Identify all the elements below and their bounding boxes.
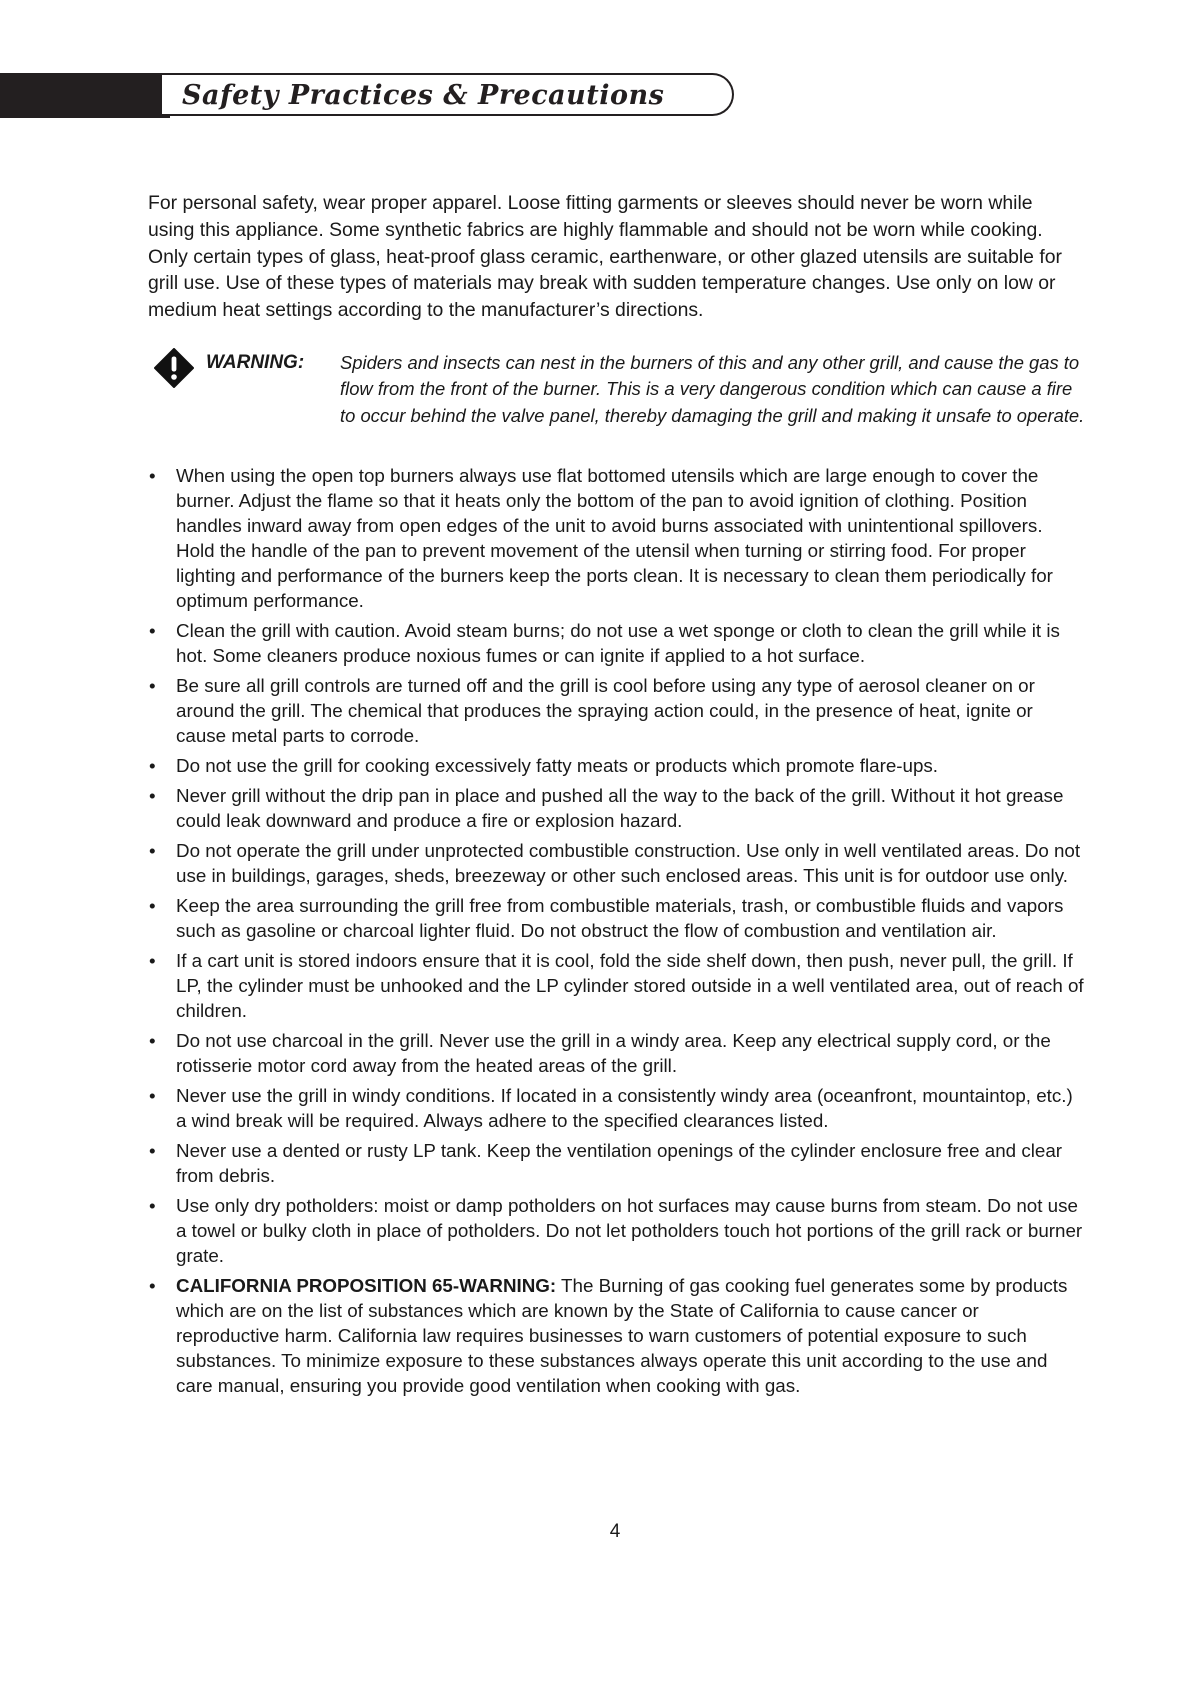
bullet-text: Never use a dented or rusty LP tank. Keep the ventilation openings of the cylinder enclosure free and clear from debris. (176, 1140, 1063, 1186)
list-item (148, 463, 1085, 613)
list-item (148, 618, 1085, 668)
warning-text: Spiders and insects can nest in the burners of this and any other grill, and cause the gas to flow from the front of the burner. This is a very dangerous condition which can cause a fire to occur behind the valve panel, thereby damaging the grill and making it unsafe to operate. (340, 352, 1085, 426)
warning-label: WARNING: (206, 352, 305, 373)
bullet-text: If a cart unit is stored indoors ensure that it is cool, fold the side shelf down, then push, never pull, the grill. If LP, the cylinder must be unhooked and the LP cylinder stored outside in a well ventilated area, out of reach of children. (176, 950, 1084, 1021)
list-item (148, 1273, 1085, 1398)
bullet-marker: • (149, 1195, 156, 1216)
safety-bullet-list (148, 463, 1085, 1403)
bullet-text: The Burning of gas cooking fuel generates some by products which are on the list of substances which are known by the State of California to cause cancer or reproductive harm. California law requires businesses to warn customers of potential exposure to such substances. To minimize exposure to these substances always operate this unit according to the use and care manual, ensuring you provide good ventilation when cooking with gas. (176, 1275, 1068, 1396)
bullet-marker: • (149, 465, 156, 486)
bullet-text: Do not use charcoal in the grill. Never use the grill in a windy area. Keep any electrical supply cord, or the rotisserie motor cord away from the heated areas of the grill. (176, 1030, 1051, 1076)
bullet-marker: • (149, 785, 156, 806)
list-item (148, 1083, 1085, 1133)
bullet-text: Do not use the grill for cooking excessively fatty meats or products which promote flare-ups. (176, 755, 939, 776)
bullet-marker: • (149, 895, 156, 916)
bullet-marker: • (149, 1140, 156, 1161)
list-item (148, 753, 1085, 778)
list-item (148, 673, 1085, 748)
bullet-marker: • (149, 840, 156, 861)
bullet-lead: CALIFORNIA PROPOSITION 65-WARNING: (176, 1275, 557, 1296)
bullet-marker: • (149, 950, 156, 971)
bullet-marker: • (149, 620, 156, 641)
list-item (148, 1138, 1085, 1188)
bullet-marker: • (149, 1275, 156, 1296)
bullet-text: Never use the grill in windy conditions. If located in a consistently windy area (oceanfront, mountaintop, etc.) a wind break will be required. Always adhere to the specified clearances listed. (176, 1085, 1073, 1131)
list-item (148, 948, 1085, 1023)
list-item (148, 893, 1085, 943)
page-title: Safety Practices & Precautions (182, 80, 665, 111)
bullet-text: When using the open top burners always use flat bottomed utensils which are large enough to cover the burner. Adjust the flame so that it heats only the bottom of the pan to avoid ignition of clothing. Position handles inward away from open edges of the unit to avoid burns associated with unintentional spillovers. Hold the handle of the pan to prevent movement of the utensil when turning or stirring food. For proper lighting and performance of the burners keep the ports clean. It is necessary to clean them periodically for optimum performance. (176, 465, 1053, 611)
warning-block (150, 348, 1085, 454)
header-bar (0, 73, 170, 118)
bullet-text: Do not operate the grill under unprotected combustible construction. Use only in well ventilated areas. Do not use in buildings, garages, sheds, breezeway or other such enclosed areas. This unit is for outdoor use only. (176, 840, 1081, 886)
bullet-text: Use only dry potholders: moist or damp potholders on hot surfaces may cause burns from steam. Do not use a towel or bulky cloth in place of potholders. Do not let potholders touch hot portions of the grill rack or burner grate. (176, 1195, 1083, 1266)
intro-paragraph: For personal safety, wear proper apparel. Loose fitting garments or sleeves should never be worn while using this appliance. Some synthetic fabrics are highly flammable and should not be worn while cooking. Only certain types of glass, heat-proof glass ceramic, earthenware, or other glazed utensils are suitable for grill use. Use of these types of materials may break with sudden temperature changes. Use only on low or medium heat settings according to the manufacturer’s directions. (148, 192, 1062, 322)
bullet-marker: • (149, 1085, 156, 1106)
bullet-marker: • (149, 1030, 156, 1051)
bullet-text: Keep the area surrounding the grill free from combustible materials, trash, or combustible fluids and vapors such as gasoline or charcoal lighter fluid. Do not obstruct the flow of combustion and ventilation air. (176, 895, 1064, 941)
exclamation-icon (154, 348, 194, 388)
bullet-marker: • (149, 755, 156, 776)
bullet-text: Clean the grill with caution. Avoid steam burns; do not use a wet sponge or cloth to clean the grill while it is hot. Some cleaners produce noxious fumes or can ignite if applied to a hot surface. (176, 620, 1060, 666)
list-item (148, 783, 1085, 833)
bullet-text: Never grill without the drip pan in place and pushed all the way to the back of the grill. Without it hot grease could leak downward and produce a fire or explosion hazard. (176, 785, 1064, 831)
list-item (148, 1193, 1085, 1268)
list-item (148, 838, 1085, 888)
page-number: 4 (609, 1521, 621, 1542)
bullet-text: Be sure all grill controls are turned off and the grill is cool before using any type of aerosol cleaner on or around the grill. The chemical that produces the spraying action could, in the presence of heat, ignite or cause metal parts to corrode. (176, 675, 1035, 746)
list-item (148, 1028, 1085, 1078)
bullet-marker: • (149, 675, 156, 696)
